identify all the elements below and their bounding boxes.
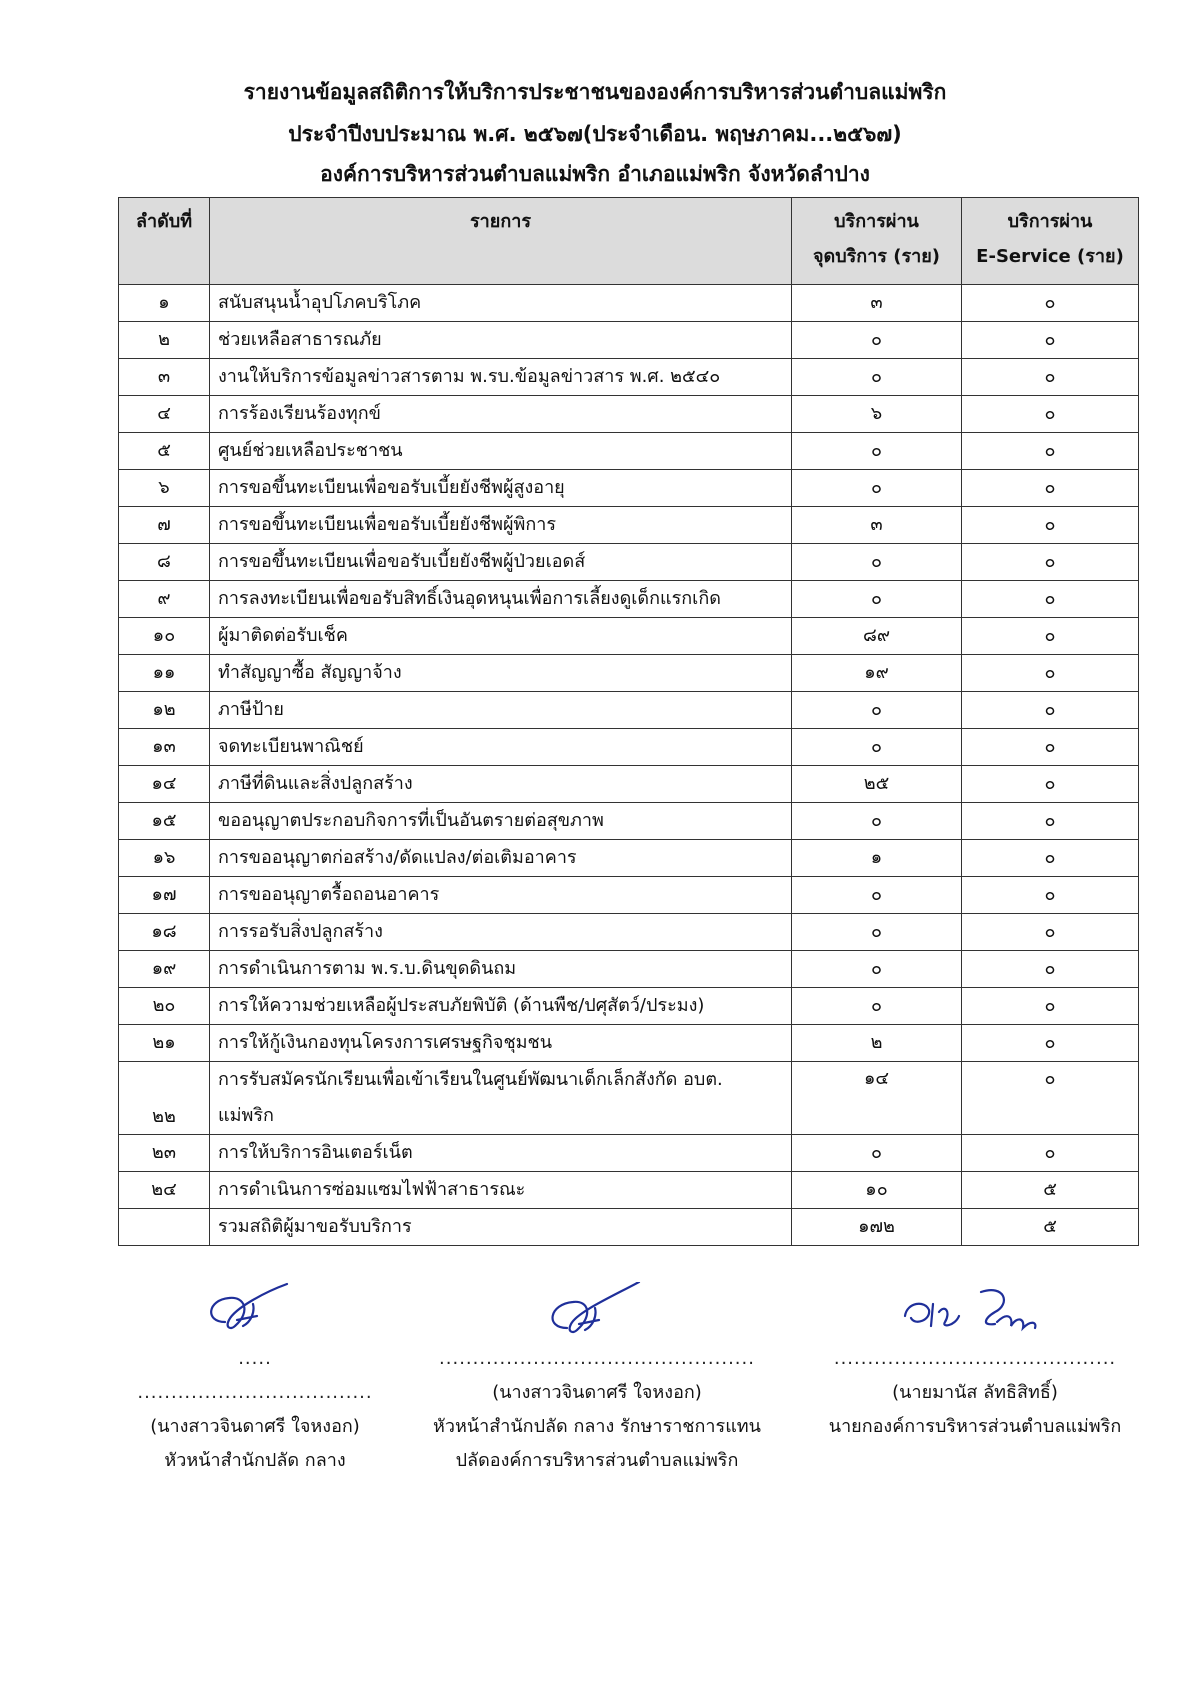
row-counter-count: ๐ bbox=[792, 1135, 962, 1172]
table-row bbox=[119, 618, 1139, 655]
table-row bbox=[119, 396, 1139, 433]
row-item: ขออนุญาตประกอบกิจการที่เป็นอันตรายต่อสุขภาพ bbox=[210, 803, 792, 840]
table-row bbox=[119, 544, 1139, 581]
row-eservice-count: ๐ bbox=[962, 1025, 1139, 1062]
table-row bbox=[119, 285, 1139, 322]
row-number: ๘ bbox=[119, 544, 210, 581]
table-row bbox=[119, 470, 1139, 507]
row-eservice-count: ๐ bbox=[962, 396, 1139, 433]
table-row bbox=[119, 1135, 1139, 1172]
row-eservice-count: ๐ bbox=[962, 692, 1139, 729]
signature-right-mark bbox=[885, 1282, 1065, 1342]
total-row bbox=[119, 1209, 1139, 1246]
row-eservice-count: ๐ bbox=[962, 1135, 1139, 1172]
row-item: การดำเนินการซ่อมแซมไฟฟ้าสาธารณะ bbox=[210, 1172, 792, 1209]
signature-middle bbox=[412, 1282, 782, 1478]
row-counter-count: ๒๕ bbox=[792, 766, 962, 803]
table-header-row bbox=[119, 198, 1139, 285]
row-number: ๒๐ bbox=[119, 988, 210, 1025]
row-eservice-count: ๐ bbox=[962, 507, 1139, 544]
row-eservice-count: ๐ bbox=[962, 655, 1139, 692]
row-number: ๗ bbox=[119, 507, 210, 544]
row-eservice-count: ๐ bbox=[962, 470, 1139, 507]
signature-right bbox=[810, 1282, 1140, 1444]
row-counter-count: ๐ bbox=[792, 544, 962, 581]
row-number: ๑๓ bbox=[119, 729, 210, 766]
row-eservice-count: ๕ bbox=[962, 1172, 1139, 1209]
row-item: ทำสัญญาซื้อ สัญญาจ้าง bbox=[210, 655, 792, 692]
signature-right-title: นายกองค์การบริหารส่วนตำบลแม่พริก bbox=[828, 1416, 1122, 1437]
row-counter-count: ๓ bbox=[792, 507, 962, 544]
row-item: ศูนย์ช่วยเหลือประชาชน bbox=[210, 433, 792, 470]
row-number: ๙ bbox=[119, 581, 210, 618]
row-item: สนับสนุนน้ำอุปโภคบริโภค bbox=[210, 285, 792, 322]
table-body bbox=[119, 285, 1139, 1246]
row-item: การร้องเรียนร้องทุกข์ bbox=[210, 396, 792, 433]
table-row bbox=[119, 581, 1139, 618]
row-counter-count: ๐ bbox=[792, 433, 962, 470]
row-item: ช่วยเหลือสาธารณภัย bbox=[210, 322, 792, 359]
signature-left-name: (นางสาวจินดาศรี ใจหงอก) bbox=[150, 1416, 360, 1437]
signature-middle-title-line1: หัวหน้าสำนักปลัด กลาง รักษาราชการแทน bbox=[433, 1416, 761, 1437]
row-counter-count: ๐ bbox=[792, 877, 962, 914]
row-item: การลงทะเบียนเพื่อขอรับสิทธิ์เงินอุดหนุนเพื่อการเลี้ยงดูเด็กแรกเกิด bbox=[210, 581, 792, 618]
row-number: ๑๔ bbox=[119, 766, 210, 803]
row-item: การขอขึ้นทะเบียนเพื่อขอรับเบี้ยยังชีพผู้ป่วยเอดส์ bbox=[210, 544, 792, 581]
table-row bbox=[119, 877, 1139, 914]
row-eservice-count: ๐ bbox=[962, 803, 1139, 840]
row-number: ๒๓ bbox=[119, 1135, 210, 1172]
row-item: การดำเนินการตาม พ.ร.บ.ดินขุดดินถม bbox=[210, 951, 792, 988]
table-row bbox=[119, 433, 1139, 470]
table-row bbox=[119, 840, 1139, 877]
table-row bbox=[119, 988, 1139, 1025]
report-title-line3: องค์การบริหารส่วนตำบลแม่พริก อำเภอแม่พริก จังหวัดลำปาง bbox=[320, 162, 870, 186]
row-counter-count: ๖ bbox=[792, 396, 962, 433]
row-eservice-count: ๐ bbox=[962, 951, 1139, 988]
table-row bbox=[119, 359, 1139, 396]
row-number: ๒ bbox=[119, 322, 210, 359]
signature-right-name: (นายมานัส ลัทธิสิทธิ์) bbox=[892, 1382, 1058, 1403]
row-item: การรอรับสิ่งปลูกสร้าง bbox=[210, 914, 792, 951]
header-counter bbox=[792, 198, 962, 285]
signature-left-title: หัวหน้าสำนักปลัด กลาง bbox=[164, 1450, 346, 1471]
row-counter-count: ๐ bbox=[792, 692, 962, 729]
header-eservice-line2: E-Service (ราย) bbox=[976, 246, 1124, 267]
row-eservice-count: ๐ bbox=[962, 988, 1139, 1025]
signature-left bbox=[120, 1282, 390, 1478]
row-eservice-count: ๐ bbox=[962, 729, 1139, 766]
row-item: การให้ความช่วยเหลือผู้ประสบภัยพิบัติ (ด้านพืช/ปศุสัตว์/ประมง) bbox=[210, 988, 792, 1025]
signature-right-dots: .......................................... bbox=[833, 1348, 1117, 1369]
row-item: จดทะเบียนพาณิชย์ bbox=[210, 729, 792, 766]
row-eservice-count: ๐ bbox=[962, 618, 1139, 655]
row-number: ๑๘ bbox=[119, 914, 210, 951]
signature-middle-mark bbox=[527, 1282, 667, 1342]
table-row bbox=[119, 322, 1139, 359]
header-eservice bbox=[962, 198, 1139, 285]
table-row bbox=[119, 1025, 1139, 1062]
row-item: การขออนุญาตก่อสร้าง/ดัดแปลง/ต่อเติมอาคาร bbox=[210, 840, 792, 877]
row-counter-count: ๐ bbox=[792, 951, 962, 988]
row-eservice-count: ๐ bbox=[962, 433, 1139, 470]
row-counter-count: ๐ bbox=[792, 359, 962, 396]
row-counter-count: ๐ bbox=[792, 988, 962, 1025]
row-item: งานให้บริการข้อมูลข่าวสารตาม พ.รบ.ข้อมูลข่าวสาร พ.ศ. ๒๕๔๐ bbox=[210, 359, 792, 396]
signature-left-mark bbox=[195, 1282, 315, 1342]
total-counter-count: ๑๗๒ bbox=[792, 1209, 962, 1246]
row-item: การขอขึ้นทะเบียนเพื่อขอรับเบี้ยยังชีพผู้พิการ bbox=[210, 507, 792, 544]
row-counter-count: ๐ bbox=[792, 581, 962, 618]
row-item: ผู้มาติดต่อรับเช็ค bbox=[210, 618, 792, 655]
row-counter-count: ๐ bbox=[792, 729, 962, 766]
row-number: ๑๑ bbox=[119, 655, 210, 692]
row-eservice-count: ๐ bbox=[962, 544, 1139, 581]
row-number: ๑๖ bbox=[119, 840, 210, 877]
row-number: ๕ bbox=[119, 433, 210, 470]
row-counter-count: ๐ bbox=[792, 470, 962, 507]
row-item: การขอขึ้นทะเบียนเพื่อขอรับเบี้ยยังชีพผู้สูงอายุ bbox=[210, 470, 792, 507]
row-number: ๒๑ bbox=[119, 1025, 210, 1062]
table-row bbox=[119, 655, 1139, 692]
table-row bbox=[119, 951, 1139, 988]
row-number: ๑๐ bbox=[119, 618, 210, 655]
row-counter-count: ๑๐ bbox=[792, 1172, 962, 1209]
row-number: ๑๒ bbox=[119, 692, 210, 729]
row-eservice-count: ๐ bbox=[962, 1062, 1139, 1135]
row-counter-count: ๓ bbox=[792, 285, 962, 322]
header-item: รายการ bbox=[210, 198, 792, 285]
signature-middle-title-line2: ปลัดองค์การบริหารส่วนตำบลแม่พริก bbox=[455, 1450, 739, 1471]
row-counter-count: ๐ bbox=[792, 322, 962, 359]
table-row bbox=[119, 729, 1139, 766]
header-counter-line1: บริการผ่าน bbox=[834, 211, 919, 232]
row-counter-count: ๐ bbox=[792, 803, 962, 840]
row-number: ๖ bbox=[119, 470, 210, 507]
row-counter-count: ๘๙ bbox=[792, 618, 962, 655]
report-title-line1: รายงานข้อมูลสถิติการให้บริการประชาชนขององค์การบริหารส่วนตำบลแม่พริก bbox=[243, 80, 947, 104]
header-no: ลำดับที่ bbox=[119, 198, 210, 285]
row-item: การให้บริการอินเตอร์เน็ต bbox=[210, 1135, 792, 1172]
row-number: ๑ bbox=[119, 285, 210, 322]
row-eservice-count: ๐ bbox=[962, 322, 1139, 359]
table-row bbox=[119, 1172, 1139, 1209]
row-eservice-count: ๐ bbox=[962, 581, 1139, 618]
row-number: ๔ bbox=[119, 396, 210, 433]
row-number: ๒๔ bbox=[119, 1172, 210, 1209]
row-counter-count: ๒ bbox=[792, 1025, 962, 1062]
signature-middle-name: (นางสาวจินดาศรี ใจหงอก) bbox=[492, 1382, 702, 1403]
total-number-cell bbox=[119, 1209, 210, 1246]
row-counter-count: ๐ bbox=[792, 914, 962, 951]
row-counter-count: ๑๔ bbox=[792, 1062, 962, 1135]
row-eservice-count: ๐ bbox=[962, 877, 1139, 914]
row-item: ภาษีป้าย bbox=[210, 692, 792, 729]
row-counter-count: ๑ bbox=[792, 840, 962, 877]
row-eservice-count: ๐ bbox=[962, 914, 1139, 951]
table-row bbox=[119, 803, 1139, 840]
row-item: การรับสมัครนักเรียนเพื่อเข้าเรียนในศูนย์พัฒนาเด็กเล็กสังกัด อบต. แม่พริก bbox=[210, 1062, 792, 1135]
table-row bbox=[119, 914, 1139, 951]
row-number: ๓ bbox=[119, 359, 210, 396]
report-title-line2: ประจำปีงบประมาณ พ.ศ. ๒๕๖๗(ประจำเดือน. พฤษภาคม...๒๕๖๗) bbox=[288, 122, 902, 146]
signature-left-dots: ..... ................................... bbox=[137, 1348, 373, 1403]
header-eservice-line1: บริการผ่าน bbox=[1007, 211, 1093, 232]
statistics-table bbox=[118, 197, 1139, 1246]
row-eservice-count: ๐ bbox=[962, 359, 1139, 396]
row-counter-count: ๑๙ bbox=[792, 655, 962, 692]
row-eservice-count: ๐ bbox=[962, 285, 1139, 322]
table-row bbox=[119, 766, 1139, 803]
table-row bbox=[119, 692, 1139, 729]
row-number: ๑๕ bbox=[119, 803, 210, 840]
total-label: รวมสถิติผู้มาขอรับบริการ bbox=[210, 1209, 792, 1246]
row-number: ๑๗ bbox=[119, 877, 210, 914]
row-item: การให้กู้เงินกองทุนโครงการเศรษฐกิจชุมชน bbox=[210, 1025, 792, 1062]
table-row bbox=[119, 507, 1139, 544]
row-number: ๑๙ bbox=[119, 951, 210, 988]
row-eservice-count: ๐ bbox=[962, 840, 1139, 877]
table-row bbox=[119, 1062, 1139, 1135]
header-counter-line2: จุดบริการ (ราย) bbox=[812, 246, 941, 267]
signature-middle-dots: ............................................... bbox=[439, 1348, 755, 1369]
total-eservice-count: ๕ bbox=[962, 1209, 1139, 1246]
row-eservice-count: ๐ bbox=[962, 766, 1139, 803]
row-item: ภาษีที่ดินและสิ่งปลูกสร้าง bbox=[210, 766, 792, 803]
row-number: ๒๒ bbox=[119, 1062, 210, 1135]
row-item: การขออนุญาตรื้อถอนอาคาร bbox=[210, 877, 792, 914]
